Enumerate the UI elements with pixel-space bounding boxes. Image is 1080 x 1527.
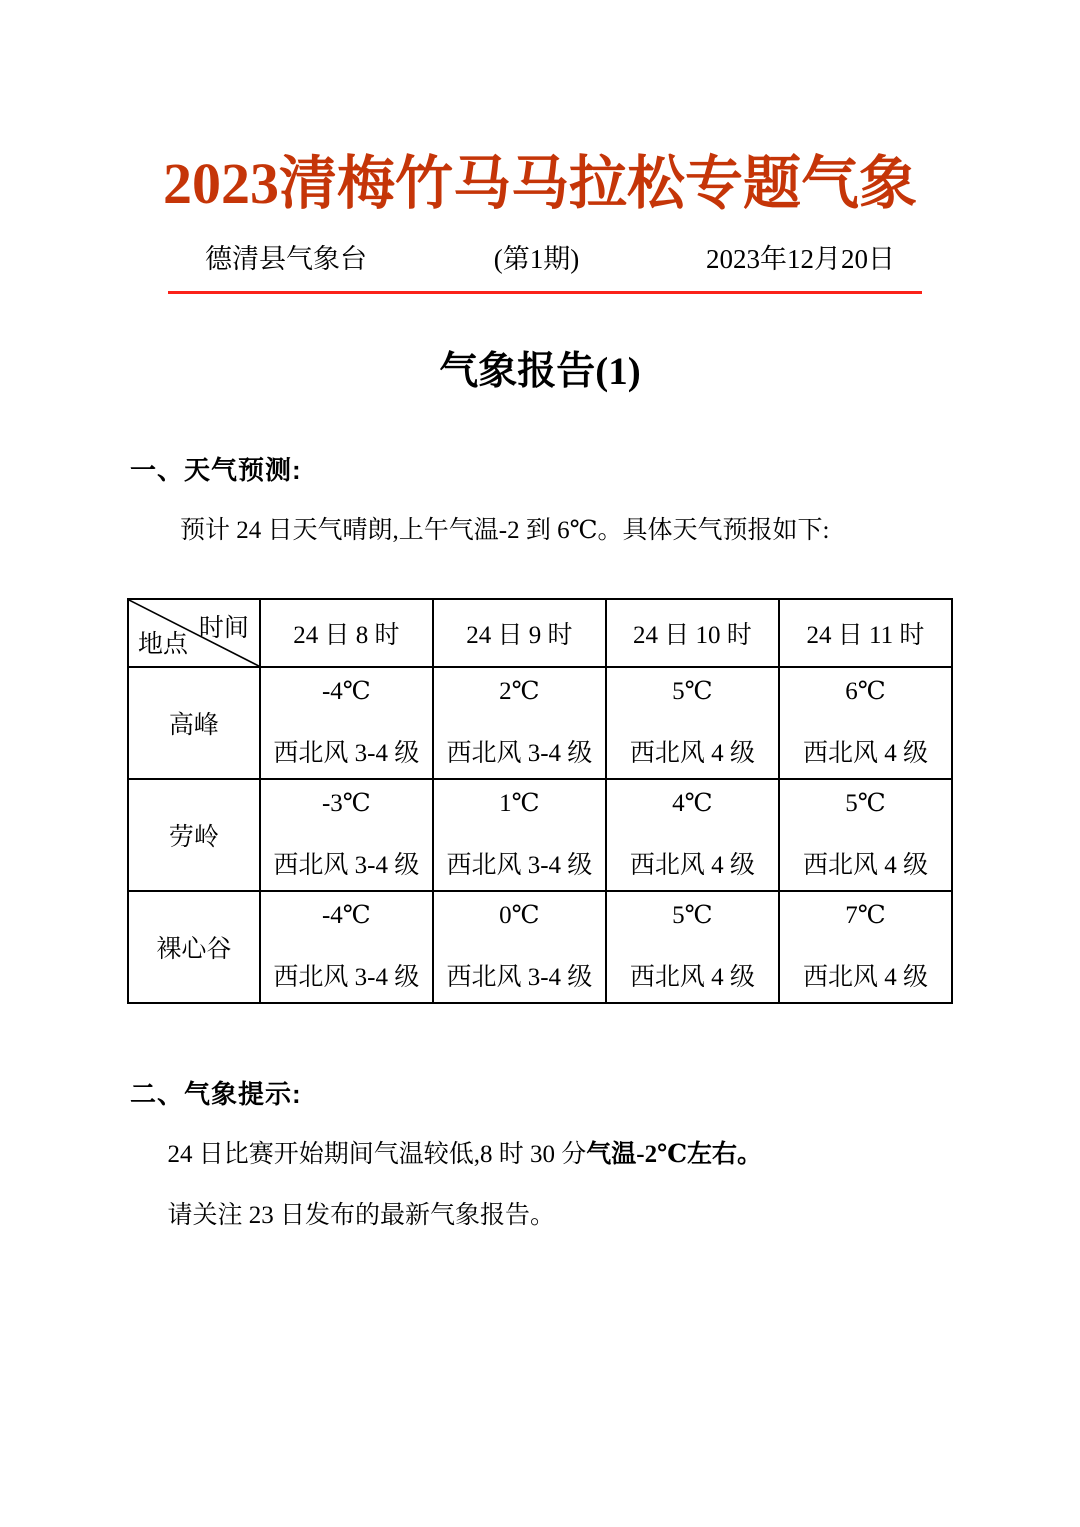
temperature-value: 5℃ bbox=[672, 902, 713, 929]
table-row bbox=[128, 891, 952, 1003]
forecast-cell bbox=[433, 779, 606, 891]
forecast-cell bbox=[260, 667, 433, 779]
forecast-cell bbox=[606, 891, 779, 1003]
section-forecast-heading: 一、天气预测: bbox=[130, 454, 302, 485]
forecast-cell bbox=[260, 779, 433, 891]
temperature-value: 7℃ bbox=[845, 902, 886, 929]
forecast-table bbox=[127, 598, 953, 1004]
forecast-cell bbox=[433, 891, 606, 1003]
forecast-cell bbox=[606, 667, 779, 779]
tip-line-2: 请关注 23 日发布的最新气象报告。 bbox=[167, 1201, 556, 1229]
forecast-cell bbox=[260, 891, 433, 1003]
wind-value: 西北风 3-4 级 bbox=[273, 852, 420, 879]
wind-value: 西北风 4 级 bbox=[802, 852, 928, 879]
forecast-cell bbox=[606, 779, 779, 891]
row-header-location: 劳岭 bbox=[128, 779, 260, 891]
temperature-value: 5℃ bbox=[672, 678, 713, 705]
wind-value: 西北风 4 级 bbox=[629, 852, 755, 879]
issue-date: 2023年12月20日 bbox=[705, 243, 895, 274]
row-header-location: 裸心谷 bbox=[128, 891, 260, 1003]
temperature-value: -3℃ bbox=[321, 790, 371, 817]
temperature-value: -4℃ bbox=[321, 902, 371, 929]
tip-line-1-bold: 气温-2℃左右。 bbox=[586, 1140, 763, 1168]
temperature-value: 1℃ bbox=[499, 790, 540, 817]
temperature-value: 5℃ bbox=[845, 790, 886, 817]
forecast-cell bbox=[779, 779, 952, 891]
table-row bbox=[128, 779, 952, 891]
temperature-value: 4℃ bbox=[672, 790, 713, 817]
wind-value: 西北风 3-4 级 bbox=[446, 964, 593, 991]
column-header-9h: 24 日 9 时 bbox=[433, 599, 606, 667]
tip-line-1-normal: 24 日比赛开始期间气温较低,8 时 30 分 bbox=[167, 1140, 587, 1168]
wind-value: 西北风 4 级 bbox=[802, 740, 928, 767]
corner-label-time: 时间 bbox=[198, 614, 249, 642]
wind-value: 西北风 4 级 bbox=[629, 964, 755, 991]
temperature-value: 0℃ bbox=[499, 902, 540, 929]
forecast-cell bbox=[433, 667, 606, 779]
corner-header-cell bbox=[128, 599, 260, 667]
column-header-11h: 24 日 11 时 bbox=[779, 599, 952, 667]
red-divider-line bbox=[168, 291, 922, 294]
table-header-row bbox=[128, 599, 952, 667]
column-header-10h: 24 日 10 时 bbox=[606, 599, 779, 667]
section-tips-heading: 二、气象提示: bbox=[130, 1078, 302, 1109]
wind-value: 西北风 3-4 级 bbox=[273, 964, 420, 991]
wind-value: 西北风 3-4 级 bbox=[446, 852, 593, 879]
row-header-location: 高峰 bbox=[128, 667, 260, 779]
table-row bbox=[128, 667, 952, 779]
masthead-row bbox=[130, 237, 950, 276]
document-title: 2023清梅竹马马拉松专题气象 bbox=[162, 151, 917, 216]
wind-value: 西北风 4 级 bbox=[802, 964, 928, 991]
wind-value: 西北风 3-4 级 bbox=[446, 740, 593, 767]
report-title: 气象报告(1) bbox=[439, 349, 641, 393]
forecast-cell bbox=[779, 667, 952, 779]
wind-value: 西北风 4 级 bbox=[629, 740, 755, 767]
wind-value: 西北风 3-4 级 bbox=[273, 740, 420, 767]
temperature-value: 6℃ bbox=[845, 678, 886, 705]
forecast-paragraph: 预计 24 日天气晴朗,上午气温-2 到 6℃。具体天气预报如下: bbox=[180, 516, 830, 544]
issue-number: (第1期) bbox=[493, 243, 580, 274]
tip-line-1 bbox=[130, 1137, 950, 1172]
corner-label-location: 地点 bbox=[138, 630, 189, 658]
issuing-agency: 德清县气象台 bbox=[205, 243, 367, 274]
forecast-cell bbox=[779, 891, 952, 1003]
temperature-value: 2℃ bbox=[499, 678, 540, 705]
column-header-8h: 24 日 8 时 bbox=[260, 599, 433, 667]
temperature-value: -4℃ bbox=[321, 678, 371, 705]
